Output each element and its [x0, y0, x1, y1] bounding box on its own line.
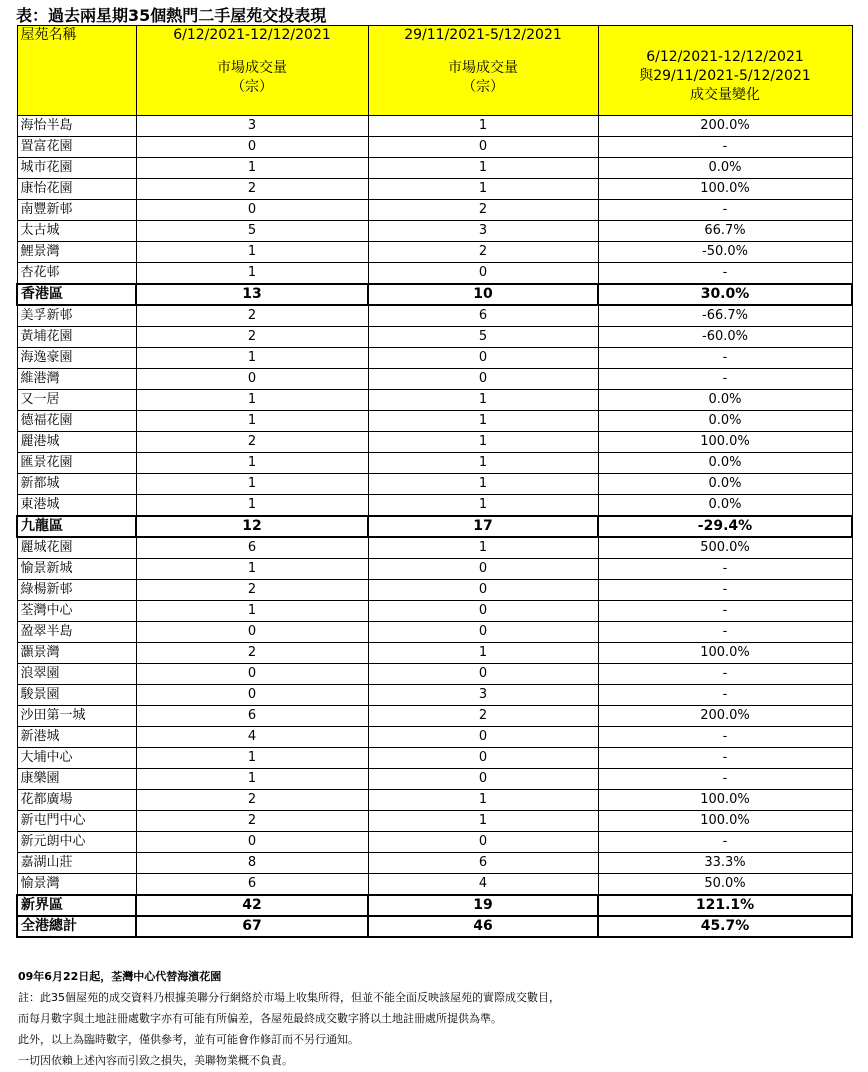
cell-estate-name: 香港區 — [17, 284, 136, 305]
header-period2-dates: 29/11/2021-5/12/2021 — [404, 27, 562, 43]
cell-previous-volume: 0 — [368, 263, 598, 285]
footnotes — [18, 966, 853, 1071]
table-row — [17, 685, 852, 706]
cell-previous-volume: 1 — [368, 411, 598, 432]
cell-estate-name: 新屯門中心 — [17, 811, 136, 832]
cell-current-volume: 6 — [136, 706, 368, 727]
table-row — [17, 537, 852, 559]
cell-previous-volume: 5 — [368, 327, 598, 348]
cell-volume-change: 100.0% — [598, 811, 852, 832]
cell-current-volume: 0 — [136, 137, 368, 158]
cell-current-volume: 1 — [136, 263, 368, 285]
cell-estate-name: 維港灣 — [17, 369, 136, 390]
cell-current-volume: 1 — [136, 474, 368, 495]
cell-estate-name: 匯景花園 — [17, 453, 136, 474]
cell-estate-name: 德福花園 — [17, 411, 136, 432]
cell-current-volume: 1 — [136, 769, 368, 790]
cell-current-volume: 0 — [136, 369, 368, 390]
cell-estate-name: 太古城 — [17, 221, 136, 242]
cell-estate-name: 又一居 — [17, 390, 136, 411]
cell-volume-change: 33.3% — [598, 853, 852, 874]
cell-previous-volume: 0 — [368, 348, 598, 369]
header-estate-name — [17, 26, 136, 116]
cell-estate-name: 花都廣場 — [17, 790, 136, 811]
cell-estate-name: 新元朗中心 — [17, 832, 136, 853]
table-row — [17, 811, 852, 832]
cell-current-volume: 12 — [136, 516, 368, 537]
cell-previous-volume: 2 — [368, 200, 598, 221]
cell-current-volume: 8 — [136, 853, 368, 874]
cell-estate-name: 荃灣中心 — [17, 601, 136, 622]
cell-previous-volume: 0 — [368, 369, 598, 390]
table-header-row — [17, 26, 852, 116]
cell-estate-name: 沙田第一城 — [17, 706, 136, 727]
cell-previous-volume: 6 — [368, 305, 598, 327]
cell-volume-change: - — [598, 348, 852, 369]
header-period2-volume: 市場成交量 — [448, 60, 518, 76]
cell-estate-name: 置富花園 — [17, 137, 136, 158]
cell-previous-volume: 0 — [368, 580, 598, 601]
table-row — [17, 411, 852, 432]
cell-current-volume: 1 — [136, 242, 368, 263]
cell-current-volume: 1 — [136, 158, 368, 179]
table-row — [17, 221, 852, 242]
cell-current-volume: 2 — [136, 432, 368, 453]
table-row — [17, 874, 852, 896]
cell-estate-name: 鯉景灣 — [17, 242, 136, 263]
header-period2 — [368, 26, 598, 116]
cell-estate-name: 全港總計 — [17, 916, 136, 937]
cell-estate-name: 新港城 — [17, 727, 136, 748]
table-row — [17, 832, 852, 853]
table-row — [17, 706, 852, 727]
cell-volume-change: -50.0% — [598, 242, 852, 263]
cell-volume-change: -66.7% — [598, 305, 852, 327]
table-row — [17, 643, 852, 664]
table-row — [17, 727, 852, 748]
cell-volume-change: - — [598, 200, 852, 221]
header-period2-unit: （宗） — [462, 79, 504, 95]
cell-estate-name: 駿景園 — [17, 685, 136, 706]
cell-volume-change: 500.0% — [598, 537, 852, 559]
cell-estate-name: 浪翠園 — [17, 664, 136, 685]
cell-estate-name: 南豐新邨 — [17, 200, 136, 221]
cell-estate-name: 美孚新邨 — [17, 305, 136, 327]
cell-volume-change: - — [598, 685, 852, 706]
table-row — [17, 474, 852, 495]
subtotal-row — [17, 916, 852, 937]
cell-previous-volume: 0 — [368, 748, 598, 769]
cell-estate-name: 愉景灣 — [17, 874, 136, 896]
table-row — [17, 137, 852, 158]
cell-previous-volume: 1 — [368, 495, 598, 517]
subtotal-row — [17, 895, 852, 916]
cell-volume-change: 200.0% — [598, 116, 852, 137]
cell-current-volume: 0 — [136, 685, 368, 706]
table-row — [17, 200, 852, 221]
cell-previous-volume: 1 — [368, 537, 598, 559]
cell-previous-volume: 1 — [368, 790, 598, 811]
table-row — [17, 242, 852, 263]
footnote-line-3: 此外，以上為臨時數字，僅供參考，並有可能會作修訂而不另行通知。 — [18, 1033, 359, 1046]
cell-estate-name: 新界區 — [17, 895, 136, 916]
header-change — [598, 26, 852, 116]
cell-volume-change: 0.0% — [598, 158, 852, 179]
cell-volume-change: 100.0% — [598, 179, 852, 200]
cell-volume-change: 200.0% — [598, 706, 852, 727]
cell-estate-name: 嘉湖山莊 — [17, 853, 136, 874]
table-row — [17, 116, 852, 137]
cell-volume-change: - — [598, 832, 852, 853]
cell-current-volume: 1 — [136, 348, 368, 369]
cell-volume-change: - — [598, 622, 852, 643]
cell-volume-change: - — [598, 748, 852, 769]
cell-previous-volume: 17 — [368, 516, 598, 537]
cell-volume-change: - — [598, 769, 852, 790]
cell-current-volume: 2 — [136, 327, 368, 348]
cell-current-volume: 0 — [136, 832, 368, 853]
cell-current-volume: 2 — [136, 580, 368, 601]
cell-estate-name: 康樂園 — [17, 769, 136, 790]
cell-current-volume: 6 — [136, 537, 368, 559]
cell-previous-volume: 1 — [368, 116, 598, 137]
transactions-table — [16, 25, 853, 938]
cell-previous-volume: 1 — [368, 432, 598, 453]
cell-estate-name: 麗港城 — [17, 432, 136, 453]
table-row — [17, 559, 852, 580]
cell-volume-change: 100.0% — [598, 643, 852, 664]
cell-current-volume: 0 — [136, 622, 368, 643]
cell-volume-change: - — [598, 137, 852, 158]
cell-previous-volume: 0 — [368, 769, 598, 790]
cell-volume-change: - — [598, 601, 852, 622]
cell-current-volume: 1 — [136, 601, 368, 622]
header-period1-dates: 6/12/2021-12/12/2021 — [173, 27, 331, 43]
cell-volume-change: - — [598, 559, 852, 580]
cell-current-volume: 13 — [136, 284, 368, 305]
cell-volume-change: 45.7% — [598, 916, 852, 937]
cell-previous-volume: 1 — [368, 474, 598, 495]
footnote-lead: 09年6月22日起，荃灣中心代替海濱花園 — [18, 970, 222, 983]
cell-previous-volume: 0 — [368, 559, 598, 580]
cell-volume-change: -29.4% — [598, 516, 852, 537]
cell-previous-volume: 10 — [368, 284, 598, 305]
page-title: 表：過去兩星期35個熱門二手屋苑交投表現 — [16, 6, 327, 25]
cell-previous-volume: 1 — [368, 179, 598, 200]
cell-current-volume: 5 — [136, 221, 368, 242]
table-row — [17, 748, 852, 769]
cell-volume-change: 50.0% — [598, 874, 852, 896]
subtotal-row — [17, 516, 852, 537]
table-row — [17, 853, 852, 874]
table-row — [17, 495, 852, 517]
cell-volume-change: - — [598, 580, 852, 601]
cell-volume-change: 100.0% — [598, 432, 852, 453]
table-row — [17, 664, 852, 685]
cell-current-volume: 1 — [136, 411, 368, 432]
cell-estate-name: 灝景灣 — [17, 643, 136, 664]
cell-current-volume: 6 — [136, 874, 368, 896]
cell-estate-name: 九龍區 — [17, 516, 136, 537]
cell-volume-change: 0.0% — [598, 390, 852, 411]
table-row — [17, 158, 852, 179]
cell-current-volume: 42 — [136, 895, 368, 916]
subtotal-row — [17, 284, 852, 305]
table-row — [17, 390, 852, 411]
cell-estate-name: 城市花園 — [17, 158, 136, 179]
cell-previous-volume: 0 — [368, 601, 598, 622]
cell-volume-change: 0.0% — [598, 453, 852, 474]
cell-estate-name: 海逸豪園 — [17, 348, 136, 369]
cell-estate-name: 杏花邨 — [17, 263, 136, 285]
cell-previous-volume: 2 — [368, 706, 598, 727]
cell-estate-name: 海怡半島 — [17, 116, 136, 137]
cell-previous-volume: 4 — [368, 874, 598, 896]
table-body — [17, 116, 852, 938]
table-row — [17, 369, 852, 390]
cell-estate-name: 綠楊新邨 — [17, 580, 136, 601]
cell-previous-volume: 1 — [368, 811, 598, 832]
table-row — [17, 453, 852, 474]
cell-previous-volume: 3 — [368, 221, 598, 242]
cell-current-volume: 3 — [136, 116, 368, 137]
cell-current-volume: 2 — [136, 305, 368, 327]
cell-current-volume: 0 — [136, 200, 368, 221]
cell-estate-name: 黃埔花園 — [17, 327, 136, 348]
cell-volume-change: 0.0% — [598, 411, 852, 432]
cell-estate-name: 東港城 — [17, 495, 136, 517]
cell-current-volume: 1 — [136, 390, 368, 411]
table-row — [17, 580, 852, 601]
cell-estate-name: 麗城花園 — [17, 537, 136, 559]
cell-estate-name: 盈翠半島 — [17, 622, 136, 643]
table-row — [17, 790, 852, 811]
cell-previous-volume: 1 — [368, 390, 598, 411]
cell-previous-volume: 0 — [368, 832, 598, 853]
table-row — [17, 601, 852, 622]
cell-volume-change: 0.0% — [598, 495, 852, 517]
cell-current-volume: 1 — [136, 748, 368, 769]
header-period1 — [136, 26, 368, 116]
cell-estate-name: 康怡花園 — [17, 179, 136, 200]
table-row — [17, 622, 852, 643]
cell-volume-change: 66.7% — [598, 221, 852, 242]
cell-volume-change: - — [598, 263, 852, 285]
footnote-line-1: 註：此35個屋苑的成交資料乃根據美聯分行網絡於市場上收集所得，但並不能全面反映該屋苑的實際成交數目， — [18, 991, 560, 1004]
cell-volume-change: 30.0% — [598, 284, 852, 305]
cell-current-volume: 4 — [136, 727, 368, 748]
cell-current-volume: 1 — [136, 495, 368, 517]
cell-volume-change: 0.0% — [598, 474, 852, 495]
cell-estate-name: 大埔中心 — [17, 748, 136, 769]
cell-volume-change: - — [598, 727, 852, 748]
table-row — [17, 263, 852, 285]
cell-previous-volume: 0 — [368, 137, 598, 158]
cell-volume-change: 121.1% — [598, 895, 852, 916]
table-row — [17, 179, 852, 200]
table-row — [17, 327, 852, 348]
cell-previous-volume: 46 — [368, 916, 598, 937]
footnote-line-4: 一切因依賴上述內容而引致之損失，美聯物業概不負責。 — [18, 1054, 293, 1067]
header-change-line3: 成交量變化 — [690, 87, 760, 103]
cell-previous-volume: 6 — [368, 853, 598, 874]
cell-estate-name: 新都城 — [17, 474, 136, 495]
cell-current-volume: 1 — [136, 453, 368, 474]
cell-volume-change: 100.0% — [598, 790, 852, 811]
cell-previous-volume: 2 — [368, 242, 598, 263]
cell-previous-volume: 1 — [368, 643, 598, 664]
cell-volume-change: - — [598, 664, 852, 685]
cell-previous-volume: 19 — [368, 895, 598, 916]
cell-estate-name: 愉景新城 — [17, 559, 136, 580]
footnote-line-2: 而每月數字與土地註冊處數字亦有可能有所偏差，各屋苑最終成交數字將以土地註冊處所提供為準。 — [18, 1012, 502, 1025]
header-period1-unit: （宗） — [231, 79, 273, 95]
header-period1-volume: 市場成交量 — [217, 60, 287, 76]
cell-previous-volume: 0 — [368, 727, 598, 748]
cell-previous-volume: 1 — [368, 158, 598, 179]
cell-current-volume: 2 — [136, 790, 368, 811]
header-change-line2: 與29/11/2021-5/12/2021 — [639, 68, 811, 84]
cell-current-volume: 0 — [136, 664, 368, 685]
cell-previous-volume: 1 — [368, 453, 598, 474]
cell-previous-volume: 0 — [368, 622, 598, 643]
cell-current-volume: 1 — [136, 559, 368, 580]
cell-previous-volume: 3 — [368, 685, 598, 706]
table-row — [17, 432, 852, 453]
cell-current-volume: 2 — [136, 179, 368, 200]
cell-volume-change: - — [598, 369, 852, 390]
cell-volume-change: -60.0% — [598, 327, 852, 348]
cell-current-volume: 67 — [136, 916, 368, 937]
header-estate-name-label: 屋苑名稱 — [20, 27, 77, 43]
cell-previous-volume: 0 — [368, 664, 598, 685]
cell-current-volume: 2 — [136, 811, 368, 832]
header-change-line1: 6/12/2021-12/12/2021 — [646, 49, 804, 65]
table-row — [17, 348, 852, 369]
cell-current-volume: 2 — [136, 643, 368, 664]
table-row — [17, 305, 852, 327]
table-row — [17, 769, 852, 790]
